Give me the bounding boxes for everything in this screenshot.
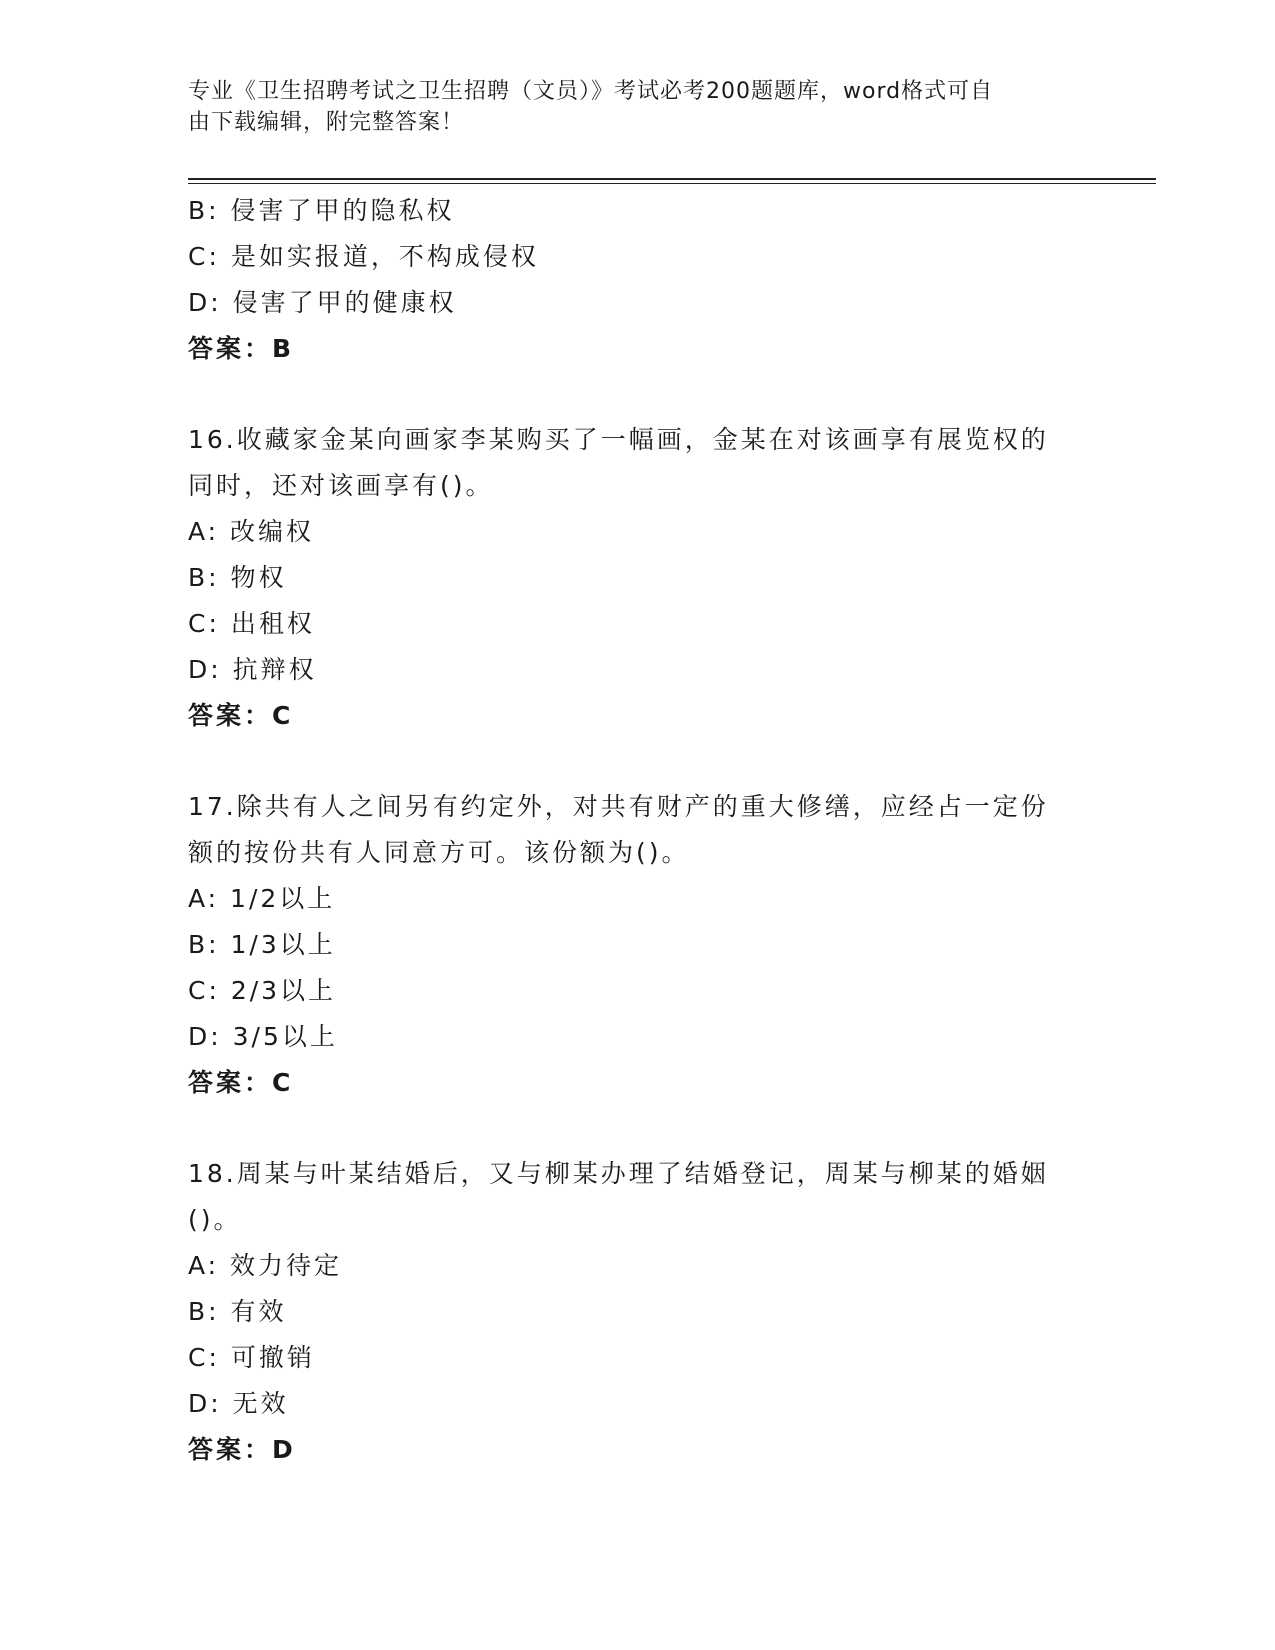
- option-c: C: 出租权: [188, 609, 315, 638]
- option-b: B: 侵害了甲的隐私权: [188, 196, 455, 225]
- option-d: D: 3/5以上: [188, 1022, 338, 1051]
- option-a: A: 1/2以上: [188, 884, 336, 913]
- question-stem: 额的按份共有人同意方可。该份额为()。: [188, 838, 690, 867]
- option-c: C: 2/3以上: [188, 976, 337, 1005]
- option-d: D: 无效: [188, 1389, 289, 1418]
- header-line-1: 专业《卫生招聘考试之卫生招聘（文员）》考试必考200题题库，word格式可自: [188, 79, 994, 104]
- question-stem: 16.收藏家金某向画家李某购买了一幅画，金某在对该画享有展览权的: [188, 425, 1049, 454]
- question-stem: ()。: [188, 1205, 242, 1234]
- header-line-2: 由下载编辑，附完整答案！: [188, 110, 465, 135]
- question-partial: [188, 188, 1088, 372]
- option-d: D: 抗辩权: [188, 655, 317, 684]
- answer-line: 答案：D: [188, 1435, 296, 1464]
- option-c: C: 是如实报道，不构成侵权: [188, 242, 539, 271]
- option-a: A: 效力待定: [188, 1251, 343, 1280]
- header-divider: [188, 178, 1156, 180]
- option-c: C: 可撤销: [188, 1343, 315, 1372]
- option-b: B: 有效: [188, 1297, 287, 1326]
- question-18: [188, 1151, 1088, 1473]
- question-stem: 18.周某与叶某结婚后，又与柳某办理了结婚登记，周某与柳某的婚姻: [188, 1159, 1049, 1188]
- question-list: [188, 188, 1088, 1473]
- header-divider-thin: [188, 183, 1156, 184]
- question-stem: 17.除共有人之间另有约定外，对共有财产的重大修缮，应经占一定份: [188, 792, 1049, 821]
- option-b: B: 物权: [188, 563, 287, 592]
- question-16: [188, 417, 1088, 739]
- option-d: D: 侵害了甲的健康权: [188, 288, 457, 317]
- option-a: A: 改编权: [188, 517, 315, 546]
- question-17: [188, 784, 1088, 1106]
- question-stem: 同时，还对该画享有()。: [188, 471, 494, 500]
- option-b: B: 1/3以上: [188, 930, 336, 959]
- answer-line: 答案：C: [188, 1068, 294, 1097]
- answer-line: 答案：B: [188, 334, 295, 363]
- answer-line: 答案：C: [188, 701, 294, 730]
- document-header: [188, 76, 1068, 138]
